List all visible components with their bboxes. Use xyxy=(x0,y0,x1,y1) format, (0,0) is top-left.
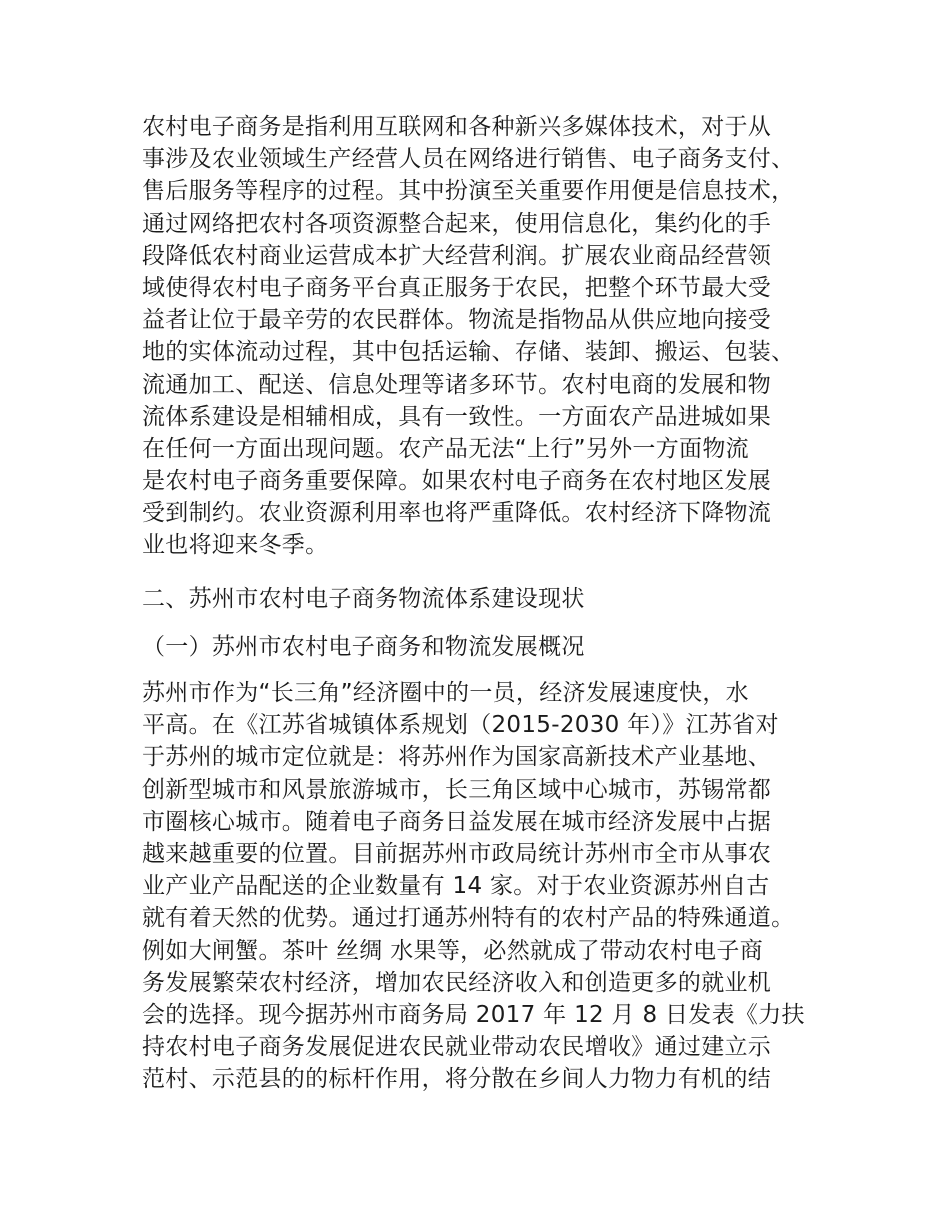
paragraph-line: 务发展繁荣农村经济，增加农民经济收入和创造更多的就业机 xyxy=(142,969,772,996)
section-heading xyxy=(142,583,822,615)
section-heading-text: 二、苏州市农村电子商务物流体系建设现状 xyxy=(142,586,585,612)
paragraph-line: 平高。在《江苏省城镇体系规划（2015-2030 年）》江苏省对 xyxy=(142,712,779,739)
paragraph-line: 流体系建设是相辅相成，具有一致性。一方面农产品进城如果 xyxy=(142,403,772,430)
paragraph-line: 农村电子商务是指利用互联网和各种新兴多媒体技术，对于从 xyxy=(142,114,772,140)
paragraph-line: 售后服务等程序的过程。其中扮演至关重要作用便是信息技术， xyxy=(142,178,795,205)
paragraph-line: 创新型城市和风景旅游城市，长三角区域中心城市，苏锡常都 xyxy=(142,776,772,803)
paragraph-line: 会的选择。现今据苏州市商务局 2017 年 12 月 8 日发表《力扶 xyxy=(142,1001,805,1028)
paragraph-line: 于苏州的城市定位就是：将苏州作为国家高新技术产业基地、 xyxy=(142,744,772,771)
paragraph-line: 苏州市作为“长三角”经济圈中的一员，经济发展速度快，水 xyxy=(142,680,749,706)
paragraph-line: 持农村电子商务发展促进农民就业带动农民增收》通过建立示 xyxy=(142,1034,772,1061)
paragraph-line: 市圈核心城市。随着电子商务日益发展在城市经济发展中占据 xyxy=(142,808,772,835)
paragraph-line: 例如大闸蟹。茶叶 丝绸 水果等，必然就成了带动农村电子商 xyxy=(142,937,764,964)
paragraph-line: 受到制约。农业资源利用率也将严重降低。农村经济下降物流 xyxy=(142,500,772,527)
paragraph-line: 地的实体流动过程，其中包括运输、存储、装卸、搬运、包装、 xyxy=(142,339,795,366)
paragraph-line: 通过网络把农村各项资源整合起来，使用信息化，集约化的手 xyxy=(142,210,772,237)
paragraph-line: 业也将迎来冬季。 xyxy=(142,532,329,559)
paragraph-line: 益者让位于最辛劳的农民群体。物流是指物品从供应地向接受 xyxy=(142,307,772,334)
intro-paragraph xyxy=(142,111,822,562)
paragraph-line: 事涉及农业领域生产经营人员在网络进行销售、电子商务支付、 xyxy=(142,146,795,173)
paragraph-line: 就有着天然的优势。通过打通苏州特有的农村产品的特殊通道。 xyxy=(142,905,795,932)
paragraph-line: 域使得农村电子商务平台真正服务于农民，把整个环节最大受 xyxy=(142,274,772,301)
overview-paragraph xyxy=(142,677,822,1095)
paragraph-line: 业产业产品配送的企业数量有 14 家。对于农业资源苏州自古 xyxy=(142,873,770,900)
paragraph-line: 流通加工、配送、信息处理等诸多环节。农村电商的发展和物 xyxy=(142,371,772,398)
paragraph-line: 在任何一方面出现问题。农产品无法“上行”另外一方面物流 xyxy=(142,435,749,462)
paragraph-line: 是农村电子商务重要保障。如果农村电子商务在农村地区发展 xyxy=(142,468,772,495)
paragraph-line: 范村、示范县的的标杆作用，将分散在乡间人力物力有机的结 xyxy=(142,1066,772,1093)
subsection-heading xyxy=(142,631,822,663)
paragraph-line: 越来越重要的位置。目前据苏州市政局统计苏州市全市从事农 xyxy=(142,840,772,867)
paragraph-line: 段降低农村商业运营成本扩大经营利润。扩展农业商品经营领 xyxy=(142,242,772,269)
subsection-heading-text: （一）苏州市农村电子商务和物流发展概况 xyxy=(142,634,585,660)
